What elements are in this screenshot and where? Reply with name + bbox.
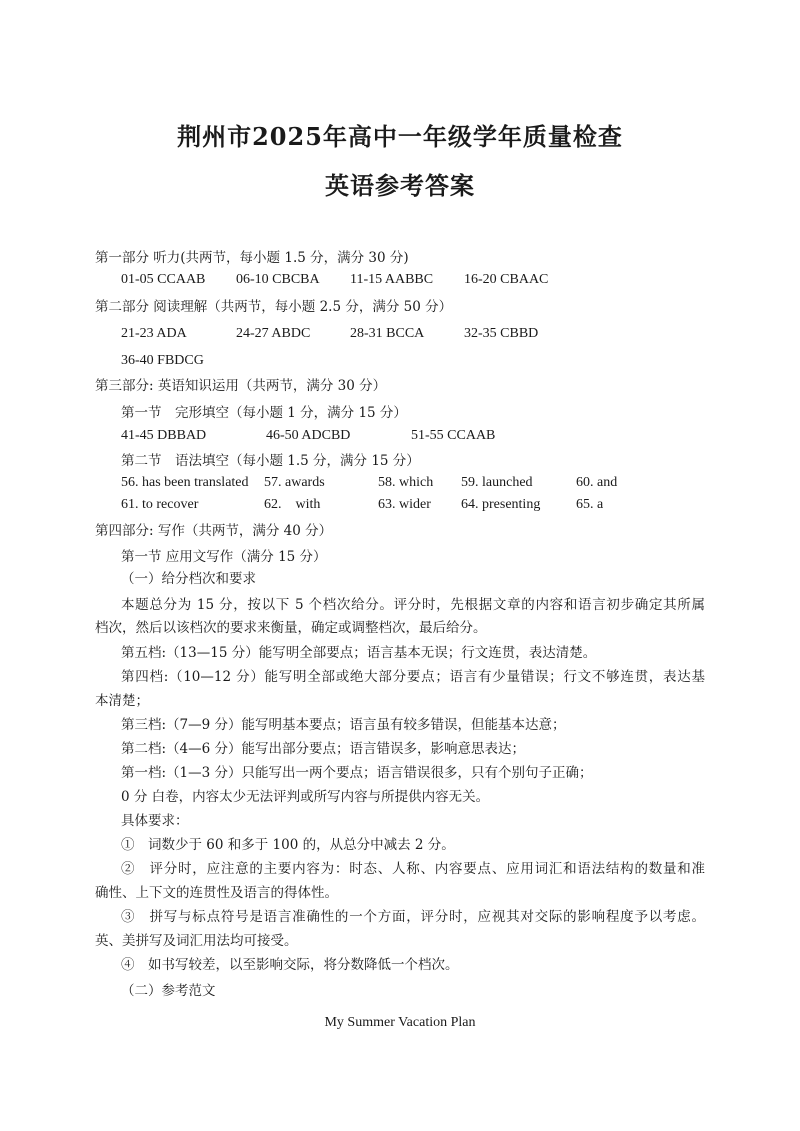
grade-0-desc: 0 分 白卷，内容太少无法评判或所写内容与所提供内容无关。 [121,789,490,805]
grade-3-desc: 第三档:（7—9 分）能写明基本要点；语言虽有较多错误，但能基本达意； [121,717,566,733]
criteria-intro-line: 档次，然后以该档次的要求来衡量，确定或调整档次，最后给分。 [95,620,487,636]
grammar-answer: 61. to recover [121,497,199,512]
grammar-answer: 63. wider [378,497,431,512]
grade-4-desc: 第四档:（10—12 分）能写明全部或绝大部分要点；语言有少量错误；行文不够连贯，表达基 [121,669,705,685]
page-subtitle: 英语参考答案 [325,171,475,200]
grammar-answer: 59. launched [461,475,533,490]
page-title: 荆州市2025年高中一年级学年质量检查 [177,122,623,151]
grammar-answer: 65. a [576,497,604,512]
grade-2-desc: 第二档:（4—6 分）能写出部分要点；语言错误多，影响意思表达； [121,741,526,757]
answer-group: 41-45 DBBAD [121,428,207,443]
criteria-intro-line: 本题总分为 15 分，按以下 5 个档次给分。评分时，先根据文章的内容和语言初步确定其所属 [121,597,705,613]
part4-section1-heading: 第一节 应用文写作（满分 15 分） [121,549,327,565]
requirement-item: ③ 拼写与标点符号是语言准确性的一个方面，评分时，应视其对交际的影响程度予以考虑。 [121,909,705,925]
sample-heading: （二）参考范文 [121,983,216,999]
answer-group: 16-20 CBAAC [464,272,549,287]
part1-heading: 第一部分 听力(共两节，每小题 1.5 分，满分 30 分) [95,250,409,266]
part4-heading: 第四部分: 写作（共两节，满分 40 分） [95,523,333,539]
requirement-item: ④ 如书写较差，以至影响交际，将分数降低一个档次。 [121,957,459,973]
grammar-answer: 58. which [378,475,434,490]
answer-group: 06-10 CBCBA [236,272,320,287]
answer-group: 21-23 ADA [121,326,187,341]
grade-5-desc: 第五档:（13—15 分）能写明全部要点；语言基本无误；行文连贯，表达清楚。 [121,645,597,661]
answer-group: 51-55 CCAAB [411,428,496,443]
grade-1-desc: 第一档:（1—3 分）只能写出一两个要点；语言错误很多，只有个别句子正确； [121,765,593,781]
answer-group: 01-05 CCAAB [121,272,206,287]
criteria-heading: （一）给分档次和要求 [121,571,256,587]
part3-section2-heading: 第二节 语法填空（每小题 1.5 分，满分 15 分） [121,453,420,469]
answer-group: 36-40 FBDCG [121,353,204,368]
part2-heading: 第二部分 阅读理解（共两节，每小题 2.5 分，满分 50 分） [95,299,453,315]
answer-group: 11-15 AABBC [350,272,434,287]
sample-essay-title: My Summer Vacation Plan [324,1015,476,1030]
grammar-answer: 56. has been translated [121,475,249,490]
requirement-item: ① 词数少于 60 和多于 100 的，从总分中减去 2 分。 [121,837,455,853]
part3-heading: 第三部分: 英语知识运用（共两节，满分 30 分） [95,378,387,394]
answer-group: 24-27 ABDC [236,326,311,341]
answer-group: 28-31 BCCA [350,326,425,341]
requirements-heading: 具体要求： [121,813,189,829]
grade-4-desc-cont: 本清楚； [95,693,149,709]
requirement-item-cont: 英、美拼写及词汇用法均可接受。 [95,933,298,949]
part3-section1-heading: 第一节 完形填空（每小题 1 分，满分 15 分） [121,405,407,421]
grammar-answer: 62. with [264,497,321,512]
grammar-answer: 57. awards [264,475,325,490]
answer-group: 46-50 ADCBD [266,428,351,443]
grammar-answer: 64. presenting [461,497,541,512]
requirement-item: ② 评分时，应注意的主要内容为：时态、人称、内容要点、应用词汇和语法结构的数量和准 [121,861,705,877]
grammar-answer: 60. and [576,475,618,490]
requirement-item-cont: 确性、上下文的连贯性及语言的得体性。 [95,885,338,901]
answer-group: 32-35 CBBD [464,326,539,341]
